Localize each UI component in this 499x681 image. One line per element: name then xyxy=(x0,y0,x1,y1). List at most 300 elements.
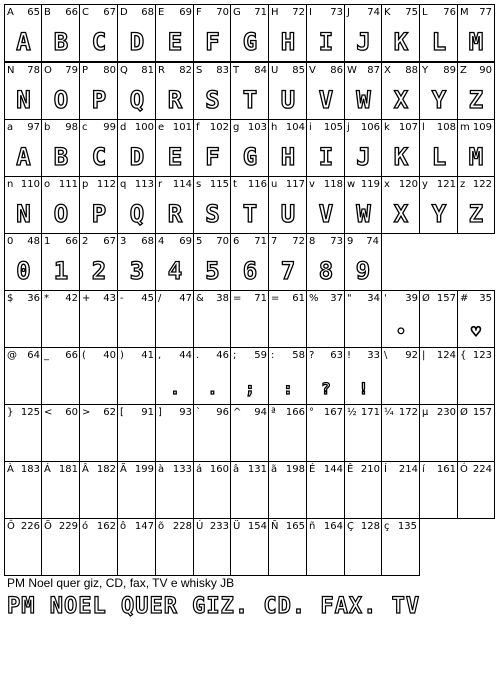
char-code: 154 xyxy=(247,521,267,532)
char-label: f xyxy=(196,122,200,133)
glyph-cell xyxy=(306,404,345,462)
char-code: 72 xyxy=(292,236,305,247)
glyph-cell xyxy=(457,176,495,234)
char-label: Ø xyxy=(422,293,430,304)
glyph-preview: O xyxy=(53,200,69,228)
char-code: 131 xyxy=(247,464,267,475)
char-label: * xyxy=(44,293,49,304)
glyph-cell xyxy=(230,461,269,519)
glyph-cell xyxy=(381,347,420,405)
char-code: 65 xyxy=(27,7,40,18)
char-code: 120 xyxy=(398,179,418,190)
glyph-cell xyxy=(117,62,156,120)
char-label: x xyxy=(384,179,390,190)
char-label: Q xyxy=(120,65,128,76)
char-code: 106 xyxy=(360,122,380,133)
char-code: 86 xyxy=(330,65,343,76)
char-code: 115 xyxy=(209,179,229,190)
glyph-preview: 7 xyxy=(280,257,296,285)
glyph-cell xyxy=(306,176,345,234)
char-code: 90 xyxy=(479,65,492,76)
char-label: ¼ xyxy=(384,407,394,418)
glyph-cell xyxy=(193,176,231,234)
char-code: 66 xyxy=(65,7,78,18)
glyph-cell xyxy=(193,404,231,462)
glyph-cell xyxy=(41,518,80,576)
glyph-cell xyxy=(4,461,42,519)
glyph-cell xyxy=(155,119,194,177)
glyph-preview: : xyxy=(283,379,293,398)
glyph-cell xyxy=(344,62,382,120)
char-code: 68 xyxy=(141,7,154,18)
char-code: 117 xyxy=(285,179,305,190)
char-label: ( xyxy=(82,350,86,361)
glyph-preview: Q xyxy=(129,200,145,228)
glyph-cell xyxy=(193,4,231,62)
glyph-preview: P xyxy=(91,200,107,228)
char-code: 119 xyxy=(360,179,380,190)
char-label: Y xyxy=(422,65,429,76)
char-code: 113 xyxy=(134,179,154,190)
glyph-preview: 2 xyxy=(91,257,107,285)
glyph-cell xyxy=(155,461,194,519)
char-label: M xyxy=(460,7,469,18)
glyph-cell xyxy=(79,176,118,234)
glyph-cell xyxy=(230,290,269,348)
char-code: 160 xyxy=(209,464,229,475)
glyph-cell xyxy=(344,404,382,462)
glyph-cell xyxy=(457,461,495,519)
char-code: 229 xyxy=(58,521,78,532)
glyph-preview: Y xyxy=(431,86,447,114)
glyph-cell xyxy=(230,4,269,62)
glyph-cell xyxy=(193,62,231,120)
char-label: - xyxy=(120,293,124,304)
glyph-cell xyxy=(41,176,80,234)
char-code: 37 xyxy=(330,293,343,304)
glyph-preview: I xyxy=(318,143,334,171)
char-code: 87 xyxy=(367,65,380,76)
glyph-cell xyxy=(268,233,307,291)
glyph-cell xyxy=(381,518,420,576)
char-code: 35 xyxy=(479,293,492,304)
glyph-cell xyxy=(155,4,194,62)
char-label: Í xyxy=(384,464,387,475)
char-label: ; xyxy=(233,350,237,361)
glyph-cell xyxy=(79,290,118,348)
char-code: 171 xyxy=(360,407,380,418)
char-code: 59 xyxy=(254,350,267,361)
glyph-cell xyxy=(381,176,420,234)
char-label: 3 xyxy=(120,236,127,247)
char-code: 98 xyxy=(65,122,78,133)
char-code: 41 xyxy=(141,350,154,361)
char-code: 58 xyxy=(292,350,305,361)
char-label: q xyxy=(120,179,127,190)
glyph-preview: B xyxy=(53,28,69,56)
char-label: = xyxy=(233,293,242,304)
char-code: 228 xyxy=(172,521,192,532)
char-label: z xyxy=(460,179,466,190)
glyph-cell xyxy=(268,62,307,120)
char-label: Ô xyxy=(7,521,15,532)
glyph-cell xyxy=(306,518,345,576)
glyph-preview: 5 xyxy=(205,257,220,285)
char-label: â xyxy=(233,464,240,475)
char-label: µ xyxy=(422,407,429,418)
glyph-cell xyxy=(79,347,118,405)
char-label: l xyxy=(422,122,425,133)
glyph-cell xyxy=(4,62,42,120)
glyph-cell xyxy=(230,176,269,234)
char-code: 157 xyxy=(436,293,456,304)
char-code: 94 xyxy=(254,407,267,418)
char-code: 224 xyxy=(472,464,492,475)
char-label: _ xyxy=(44,350,49,361)
char-code: 181 xyxy=(58,464,78,475)
char-label: s xyxy=(196,179,202,190)
char-code: 81 xyxy=(141,65,154,76)
glyph-preview: G xyxy=(242,143,258,171)
glyph-cell xyxy=(306,233,345,291)
char-label: ` xyxy=(196,407,201,418)
char-code: 85 xyxy=(292,65,305,76)
glyph-cell xyxy=(419,290,458,348)
glyph-cell xyxy=(457,404,495,462)
glyph-preview: X xyxy=(393,200,409,228)
char-code: 135 xyxy=(397,521,417,532)
char-label: E xyxy=(158,7,165,18)
glyph-cell xyxy=(4,347,42,405)
char-label: # xyxy=(460,293,469,304)
glyph-preview: 8 xyxy=(318,257,334,285)
glyph-preview: E xyxy=(167,28,183,56)
glyph-cell xyxy=(344,347,382,405)
glyph-cell xyxy=(79,119,118,177)
char-code: 214 xyxy=(398,464,418,475)
char-label: P xyxy=(82,65,89,76)
glyph-cell xyxy=(230,233,269,291)
char-label: % xyxy=(309,293,319,304)
glyph-preview: A xyxy=(16,143,31,171)
glyph-cell xyxy=(457,347,495,405)
char-label: Á xyxy=(44,464,51,475)
glyph-cell xyxy=(117,404,156,462)
glyph-preview: U xyxy=(280,200,296,228)
glyph-cell xyxy=(117,233,156,291)
glyph-cell xyxy=(41,347,80,405)
glyph-cell xyxy=(193,347,231,405)
glyph-preview: . xyxy=(170,379,180,398)
char-label: 8 xyxy=(309,236,316,247)
char-code: 101 xyxy=(172,122,192,133)
char-code: 121 xyxy=(436,179,456,190)
char-label: V xyxy=(309,65,316,76)
glyph-cell xyxy=(193,461,231,519)
glyph-preview: W xyxy=(356,86,371,114)
glyph-preview: R xyxy=(167,200,183,228)
char-label: o xyxy=(44,179,51,190)
char-label: = xyxy=(271,293,280,304)
glyph-cell xyxy=(268,518,307,576)
char-label: | xyxy=(422,350,426,361)
glyph-row xyxy=(4,347,494,405)
char-label: i xyxy=(309,122,312,133)
char-label: S xyxy=(196,65,203,76)
sample-display: PM NOEL QUER GIZ. CD. FAX. TV xyxy=(7,594,421,619)
char-label: Õ xyxy=(44,521,52,532)
glyph-preview: N xyxy=(16,200,31,228)
glyph-preview: ! xyxy=(358,379,369,398)
glyph-preview: 9 xyxy=(355,257,371,285)
char-code: 230 xyxy=(436,407,456,418)
glyph-preview: ? xyxy=(321,379,331,398)
glyph-cell xyxy=(457,119,495,177)
char-code: 70 xyxy=(216,7,229,18)
char-code: 47 xyxy=(179,293,192,304)
char-code: 79 xyxy=(65,65,78,76)
glyph-cell xyxy=(117,461,156,519)
char-code: 33 xyxy=(367,350,380,361)
glyph-cell xyxy=(193,233,231,291)
char-code: 74 xyxy=(366,236,379,247)
glyph-preview: K xyxy=(393,143,409,171)
char-label: " xyxy=(347,293,352,304)
glyph-cell xyxy=(155,62,194,120)
char-code: 147 xyxy=(134,521,154,532)
glyph-preview: C xyxy=(91,28,107,56)
char-code: 73 xyxy=(330,236,343,247)
char-label: a xyxy=(7,122,14,133)
char-label: ç xyxy=(384,521,390,532)
char-code: 34 xyxy=(367,293,380,304)
glyph-preview: V xyxy=(318,86,334,114)
char-code: 116 xyxy=(247,179,267,190)
char-code: 75 xyxy=(405,7,418,18)
glyph-cell xyxy=(41,119,80,177)
char-label: à xyxy=(158,464,165,475)
char-label: 9 xyxy=(347,236,354,247)
glyph-cell xyxy=(41,404,80,462)
glyph-cell xyxy=(306,461,345,519)
char-code: 128 xyxy=(360,521,380,532)
glyph-preview: J xyxy=(356,28,371,56)
char-label: . xyxy=(196,350,200,361)
char-code: 60 xyxy=(65,407,78,418)
glyph-preview: T xyxy=(242,200,258,228)
glyph-cell xyxy=(41,290,80,348)
char-label: w xyxy=(347,179,356,190)
char-label: ñ xyxy=(309,521,316,532)
char-code: 77 xyxy=(479,7,492,18)
char-code: 73 xyxy=(330,7,343,18)
char-label: + xyxy=(82,293,91,304)
char-label: ] xyxy=(158,407,162,418)
glyph-preview: X xyxy=(393,86,409,114)
glyph-row xyxy=(4,4,494,62)
char-label: 2 xyxy=(82,236,89,247)
char-label: h xyxy=(271,122,278,133)
glyph-cell xyxy=(155,347,194,405)
char-code: 122 xyxy=(472,179,492,190)
char-label: W xyxy=(347,65,357,76)
char-label: [ xyxy=(120,407,124,418)
glyph-cell xyxy=(4,4,42,62)
glyph-preview: N xyxy=(16,86,31,114)
glyph-preview: G xyxy=(242,28,258,56)
char-label: H xyxy=(271,7,279,18)
glyph-preview: ; xyxy=(245,379,255,398)
glyph-cell xyxy=(419,347,458,405)
glyph-preview: K xyxy=(393,28,409,56)
char-code: 226 xyxy=(20,521,40,532)
char-label: C xyxy=(82,7,89,18)
char-code: 46 xyxy=(216,350,229,361)
char-code: 99 xyxy=(103,122,116,133)
glyph-cell xyxy=(268,404,307,462)
char-code: 103 xyxy=(247,122,267,133)
char-code: 111 xyxy=(58,179,78,190)
char-code: 66 xyxy=(65,236,78,247)
glyph-cell xyxy=(344,4,382,62)
char-label: O xyxy=(44,65,52,76)
glyph-preview: 0 xyxy=(16,257,31,285)
glyph-preview: D xyxy=(129,143,145,171)
char-label: m xyxy=(460,122,470,133)
char-code: 166 xyxy=(285,407,305,418)
char-label: ! xyxy=(347,350,352,361)
glyph-cell xyxy=(4,290,42,348)
glyph-preview: W xyxy=(356,200,371,228)
glyph-row xyxy=(4,518,494,576)
glyph-cell xyxy=(4,518,42,576)
glyph-preview: M xyxy=(468,143,484,171)
char-code: 38 xyxy=(216,293,229,304)
char-code: 62 xyxy=(103,407,116,418)
glyph-preview: V xyxy=(318,200,334,228)
glyph-preview: H xyxy=(280,143,296,171)
glyph-preview: • xyxy=(396,322,406,341)
glyph-cell xyxy=(230,62,269,120)
glyph-preview: ♡ xyxy=(471,322,481,341)
char-label: U xyxy=(271,65,279,76)
glyph-cell xyxy=(79,404,118,462)
glyph-cell xyxy=(117,347,156,405)
glyph-cell xyxy=(344,290,382,348)
char-label: n xyxy=(7,179,14,190)
glyph-cell xyxy=(344,233,382,291)
char-code: 40 xyxy=(103,350,116,361)
glyph-preview: F xyxy=(205,143,220,171)
char-code: 161 xyxy=(436,464,456,475)
glyph-cell xyxy=(381,4,420,62)
char-label: Ø xyxy=(460,407,468,418)
glyph-cell xyxy=(193,518,231,576)
char-label: : xyxy=(271,350,275,361)
char-label: \ xyxy=(384,350,388,361)
glyph-preview: P xyxy=(91,86,107,114)
glyph-preview: I xyxy=(318,28,334,56)
char-label: À xyxy=(7,464,14,475)
char-code: 107 xyxy=(398,122,418,133)
glyph-cell xyxy=(344,119,382,177)
glyph-row xyxy=(4,233,494,291)
glyph-row xyxy=(4,62,494,120)
glyph-cell xyxy=(79,518,118,576)
char-label: ^ xyxy=(233,407,242,418)
glyph-row xyxy=(4,119,494,177)
glyph-cell xyxy=(419,4,458,62)
char-label: & xyxy=(196,293,204,304)
char-code: 198 xyxy=(285,464,305,475)
char-label: Â xyxy=(82,464,89,475)
char-code: 109 xyxy=(472,122,492,133)
char-label: @ xyxy=(7,350,17,361)
char-label: ª xyxy=(271,407,276,418)
glyph-cell xyxy=(41,62,80,120)
glyph-cell xyxy=(268,119,307,177)
char-code: 66 xyxy=(65,350,78,361)
glyph-cell xyxy=(419,404,458,462)
glyph-cell xyxy=(155,176,194,234)
glyph-cell xyxy=(268,290,307,348)
glyph-cell xyxy=(306,4,345,62)
char-label: u xyxy=(271,179,278,190)
char-code: 74 xyxy=(367,7,380,18)
char-label: 5 xyxy=(196,236,203,247)
char-label: j xyxy=(347,122,350,133)
char-label: ) xyxy=(120,350,124,361)
char-label: $ xyxy=(7,293,14,304)
glyph-cell xyxy=(230,404,269,462)
char-label: p xyxy=(82,179,89,190)
glyph-preview: T xyxy=(242,86,258,114)
char-label: K xyxy=(384,7,391,18)
char-label: X xyxy=(384,65,391,76)
char-code: 82 xyxy=(179,65,192,76)
char-label: v xyxy=(309,179,315,190)
glyph-cell xyxy=(268,347,307,405)
glyph-cell xyxy=(419,119,458,177)
char-code: 71 xyxy=(254,236,267,247)
char-code: 69 xyxy=(179,236,192,247)
char-code: 78 xyxy=(27,65,40,76)
char-code: 69 xyxy=(179,7,192,18)
glyph-preview: 6 xyxy=(242,257,258,285)
glyph-cell xyxy=(268,4,307,62)
char-code: 165 xyxy=(285,521,305,532)
char-code: 71 xyxy=(254,7,267,18)
glyph-cell xyxy=(268,176,307,234)
char-label: c xyxy=(82,122,88,133)
glyph-cell xyxy=(79,233,118,291)
char-code: 108 xyxy=(436,122,456,133)
char-label: ½ xyxy=(347,407,357,418)
char-label: á xyxy=(196,464,203,475)
char-code: 233 xyxy=(209,521,229,532)
glyph-preview: L xyxy=(431,143,447,171)
char-code: 123 xyxy=(472,350,492,361)
glyph-cell xyxy=(117,119,156,177)
char-code: 102 xyxy=(209,122,229,133)
sample-caption: PM Noel quer giz, CD, fax, TV e whisky JB xyxy=(7,576,235,590)
char-label: g xyxy=(233,122,240,133)
char-label: B xyxy=(44,7,51,18)
char-label: F xyxy=(196,7,202,18)
glyph-cell xyxy=(381,119,420,177)
char-code: 125 xyxy=(20,407,40,418)
char-code: 84 xyxy=(254,65,267,76)
